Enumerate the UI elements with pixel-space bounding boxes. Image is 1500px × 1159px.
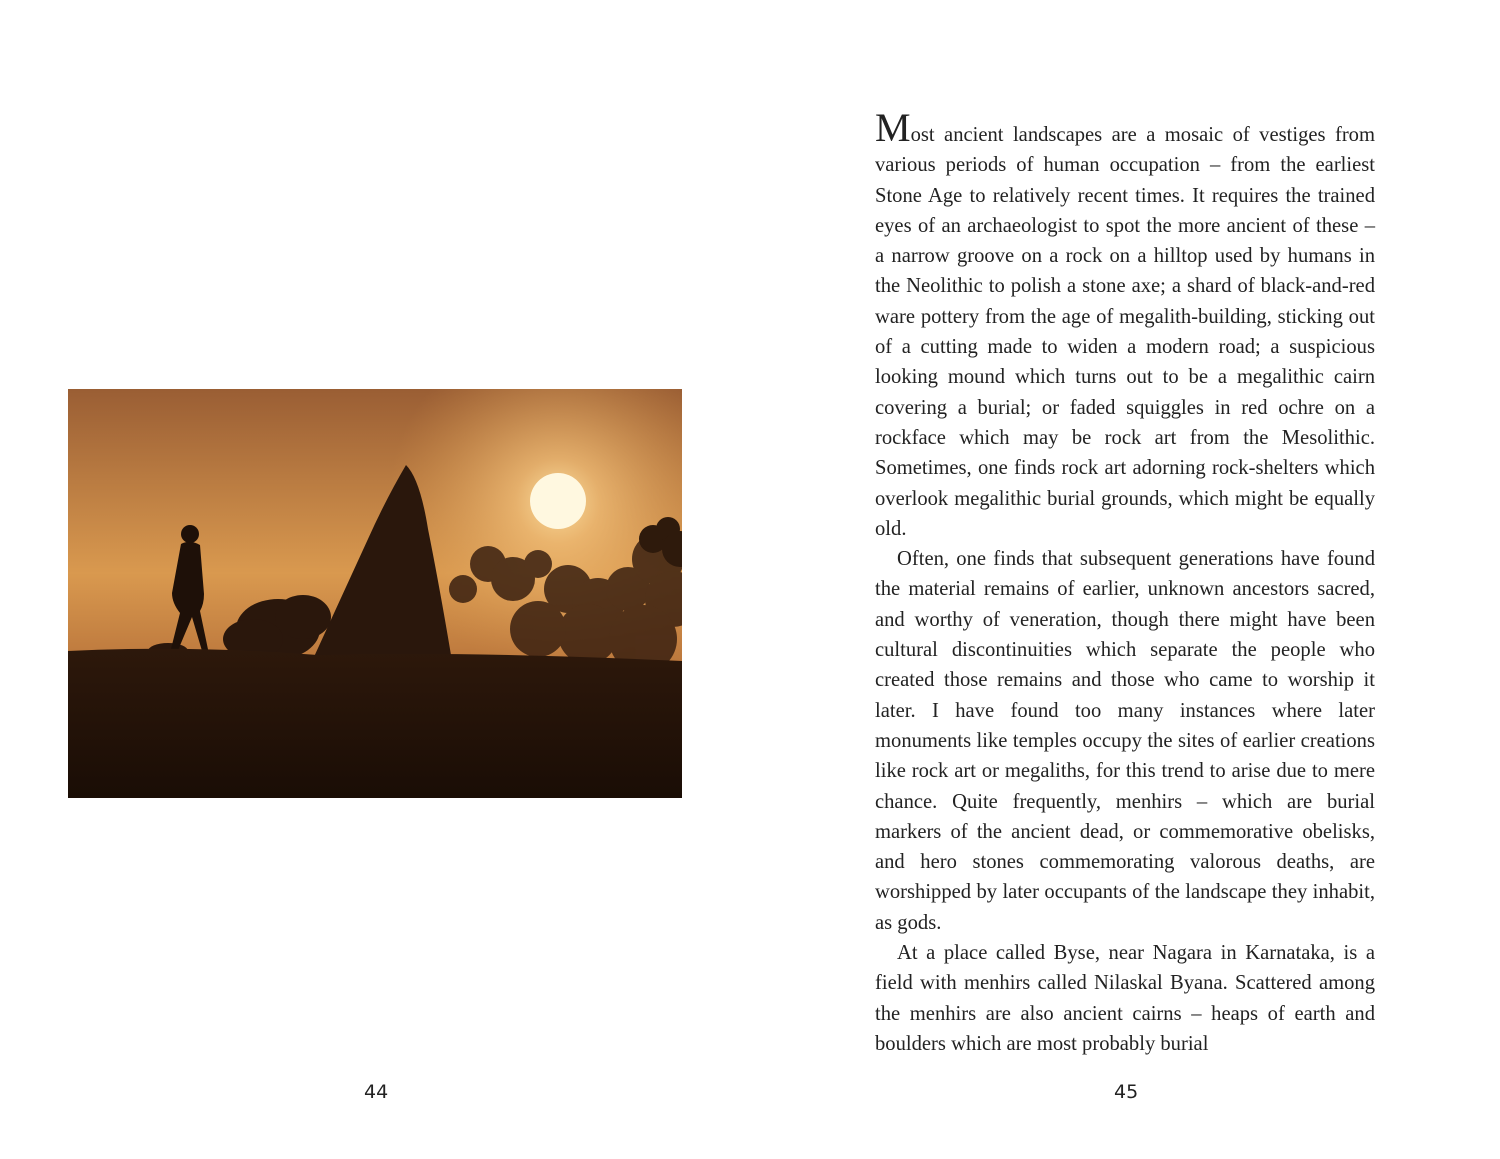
right-page (750, 0, 1500, 1159)
paragraph (875, 105, 1375, 544)
body-text (875, 105, 1375, 1059)
sunset-menhir-photo (68, 389, 682, 798)
drop-cap: M (875, 105, 911, 150)
paragraph-text: ost ancient landscapes are a mosaic of vestiges from various periods of human occupation – from the earliest Stone Age to relatively recent times. It requires the trained eyes of an archaeologist to spot the more ancient of these – a narrow groove on a rock on a hilltop used by humans in the Neolithic to polish a stone axe; a shard of black-and-red ware pottery from the age of megalith-building, sticking out of a cutting made to widen a modern road; a suspicious looking mound which turns out to be a megalithic cairn covering a burial; or faded squiggles in red ochre on a rockface which may be rock art from the Mesolithic. Sometimes, one finds rock art adorning rock-shelters which overlook megalithic burial grounds, which might be equally old. (875, 124, 1375, 540)
paragraph: Often, one finds that subsequent generations have found the material remains of earlier, unknown ancestors sacred, and worthy of veneration, though there might have been cultural discontinuities which separate the people who created those remains and those who came to worship it later. I have found too many instances where later monuments like temples occupy the sites of earlier creations like rock art or megaliths, for this trend to arise due to mere chance. Quite frequently, menhirs – which are burial markers of the ancient dead, or commemorative obelisks, and hero stones commemorating valorous deaths, are worshipped by later occupants of the landscape they inhabit, as gods. (875, 548, 1375, 934)
page-number: 45 (1114, 1081, 1139, 1103)
sun (530, 473, 586, 529)
paragraph: At a place called Byse, near Nagara in Karnataka, is a field with menhirs called Nilaskal Byana. Scattered among the menhirs are also ancient cairns – heaps of earth and boulders which are most probably burial (875, 942, 1375, 1055)
page-number: 44 (364, 1081, 389, 1103)
